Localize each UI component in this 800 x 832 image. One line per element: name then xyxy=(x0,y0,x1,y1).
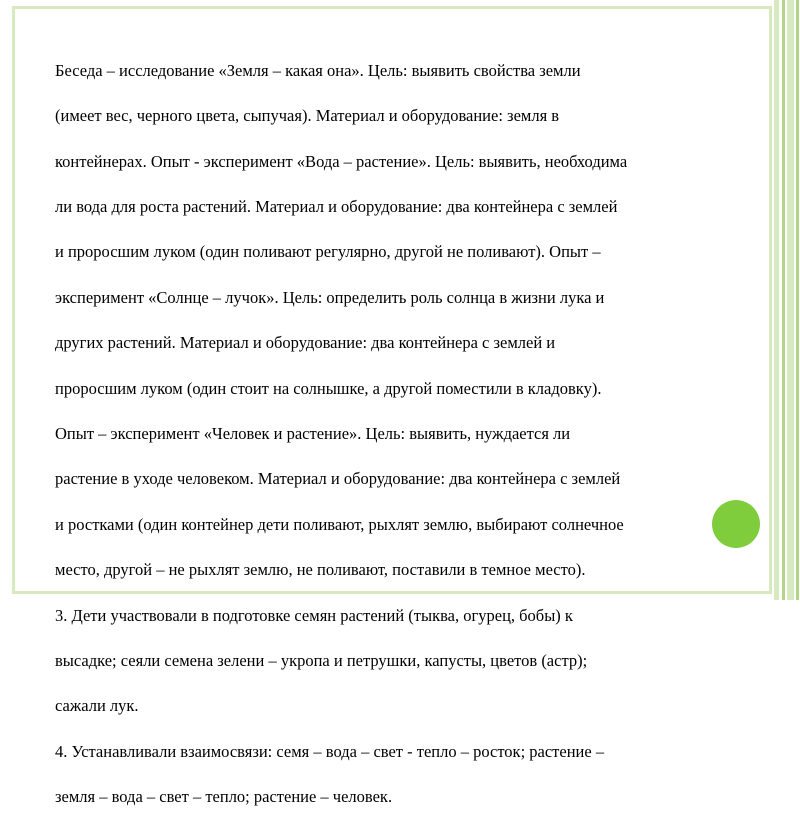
text-line: Опыт – эксперимент «Человек и растение». Цель: выявить, нуждается ли xyxy=(55,423,571,443)
decorative-stripes xyxy=(772,0,800,600)
text-line: растение в уходе человеком. Материал и оборудование: два контейнера с землей xyxy=(55,469,621,489)
text-line: и проросшим луком (один поливают регулярно, другой не поливают). Опыт – xyxy=(55,242,601,262)
stripe xyxy=(774,0,779,600)
text-line: контейнерах. Опыт - эксперимент «Вода – растение». Цель: выявить, необходима xyxy=(55,151,628,171)
stripe xyxy=(782,0,785,600)
text-line: ли вода для роста растений. Материал и оборудование: два контейнера с землей xyxy=(55,196,618,216)
text-line: Беседа – исследование «Земля – какая она». Цель: выявить свойства земли xyxy=(55,60,581,80)
text-line: сажали лук. xyxy=(55,696,139,716)
stripe xyxy=(787,0,794,600)
accent-circle xyxy=(712,500,760,548)
text-line: других растений. Материал и оборудование: два контейнера с землей и xyxy=(55,333,556,353)
text-line: место, другой – не рыхлят землю, не поливают, поставили в темное место). xyxy=(55,560,586,580)
text-line: 4. Устанавливали взаимосвязи: семя – вода – свет - тепло – росток; растение – xyxy=(55,741,605,761)
stripe xyxy=(796,0,799,600)
text-line: 3. Дети участвовали в подготовке семян растений (тыква, огурец, бобы) к xyxy=(55,605,573,625)
text-line: высадке; сеяли семена зелени – укропа и петрушки, капусты, цветов (астр); xyxy=(55,650,588,670)
text-line: и ростками (один контейнер дети поливают, рыхлят землю, выбирают солнечное xyxy=(55,514,624,534)
text-line: земля – вода – свет – тепло; растение – человек. xyxy=(55,787,393,807)
text-line: (имеет вес, черного цвета, сыпучая). Материал и оборудование: земля в xyxy=(55,106,560,126)
text-line: проросшим луком (один стоит на солнышке, а другой поместили в кладовку). xyxy=(55,378,602,398)
slide-body-text xyxy=(55,37,761,832)
text-line: эксперимент «Солнце – лучок». Цель: определить роль солнца в жизни лука и xyxy=(55,287,605,307)
